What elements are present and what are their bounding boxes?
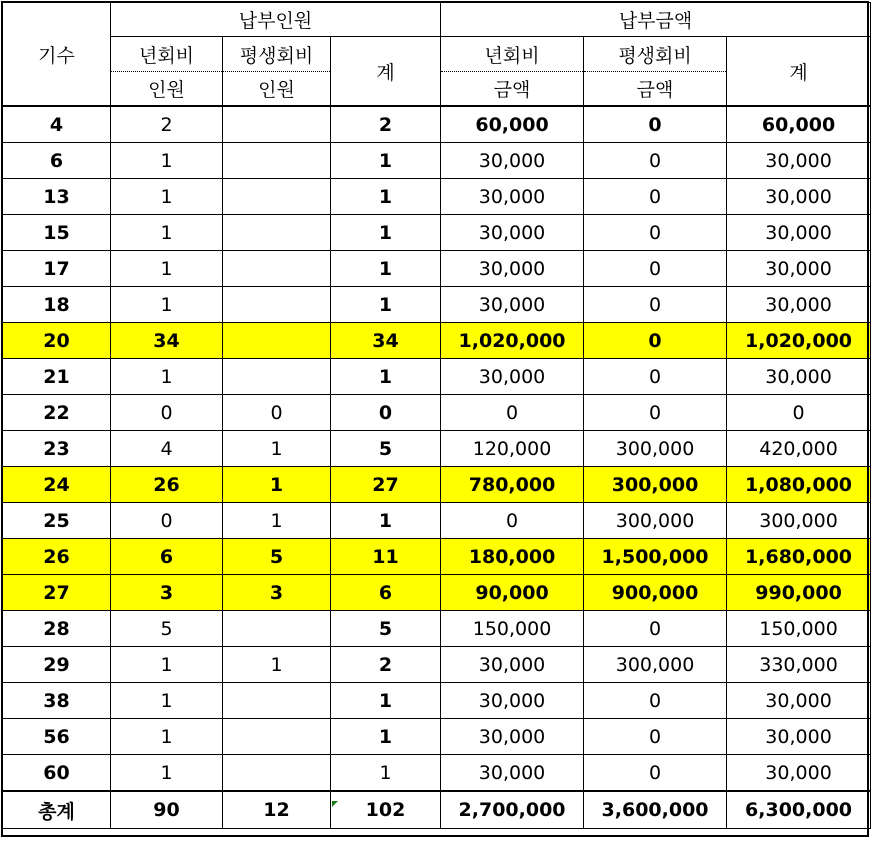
- cell-total-amount[interactable]: 300,000: [727, 503, 871, 539]
- cell-lifetime-amount[interactable]: 0: [584, 323, 727, 359]
- cell-annual-amount[interactable]: 150,000: [441, 611, 584, 647]
- cell-lifetime-amount[interactable]: 300,000: [584, 431, 727, 467]
- cell-lifetime-people[interactable]: 1: [223, 647, 331, 683]
- cell-total-amount[interactable]: 30,000: [727, 287, 871, 323]
- table-row: [3, 467, 871, 503]
- cell-annual-amount[interactable]: 120,000: [441, 431, 584, 467]
- cell-lifetime-people[interactable]: [223, 143, 331, 179]
- cell-annual-people[interactable]: 0: [111, 503, 223, 539]
- cell-annual-amount[interactable]: 0: [441, 503, 584, 539]
- cell-annual-amount[interactable]: 30,000: [441, 755, 584, 792]
- cell-annual-people[interactable]: 1: [111, 647, 223, 683]
- cell-annual-amount[interactable]: 30,000: [441, 719, 584, 755]
- cell-total-amount[interactable]: 990,000: [727, 575, 871, 611]
- cell-total-people[interactable]: 0: [331, 395, 441, 431]
- cell-gisu[interactable]: 20: [3, 323, 111, 359]
- cell-annual-people[interactable]: 1: [111, 251, 223, 287]
- cell-lifetime-people[interactable]: [223, 683, 331, 719]
- totals-lifetime-amount[interactable]: 3,600,000: [584, 791, 727, 829]
- cell-total-amount[interactable]: 0: [727, 395, 871, 431]
- cell-total-people[interactable]: 1: [331, 755, 441, 792]
- cell-annual-amount[interactable]: 90,000: [441, 575, 584, 611]
- cell-annual-people[interactable]: 1: [111, 179, 223, 215]
- cell-gisu[interactable]: 24: [3, 467, 111, 503]
- cell-lifetime-people[interactable]: 1: [223, 467, 331, 503]
- cell-annual-amount[interactable]: 30,000: [441, 251, 584, 287]
- header-total-people[interactable]: 계: [331, 37, 441, 107]
- cell-total-amount[interactable]: 30,000: [727, 683, 871, 719]
- cell-lifetime-amount[interactable]: 0: [584, 143, 727, 179]
- cell-total-amount[interactable]: 30,000: [727, 359, 871, 395]
- header-group-amount[interactable]: 납부금액: [441, 3, 871, 37]
- cell-lifetime-amount[interactable]: 0: [584, 106, 727, 143]
- header-lifetime-amount-l2[interactable]: 금액: [584, 72, 727, 107]
- cell-gisu[interactable]: 23: [3, 431, 111, 467]
- cell-total-people[interactable]: 1: [331, 683, 441, 719]
- cell-lifetime-amount[interactable]: 0: [584, 719, 727, 755]
- cell-lifetime-people[interactable]: [223, 359, 331, 395]
- header-annual-people-l1[interactable]: 년회비: [111, 37, 223, 72]
- cell-lifetime-people[interactable]: [223, 611, 331, 647]
- cell-lifetime-amount[interactable]: 0: [584, 287, 727, 323]
- header-lifetime-amount-l1[interactable]: 평생회비: [584, 37, 727, 72]
- cell-total-people[interactable]: 34: [331, 323, 441, 359]
- cell-lifetime-amount[interactable]: 0: [584, 359, 727, 395]
- cell-gisu[interactable]: 6: [3, 143, 111, 179]
- header-group-people[interactable]: 납부인원: [111, 3, 441, 37]
- cell-annual-amount[interactable]: 30,000: [441, 683, 584, 719]
- cell-gisu[interactable]: 4: [3, 106, 111, 143]
- comment-indicator-icon: [332, 801, 338, 807]
- cell-lifetime-people[interactable]: 5: [223, 539, 331, 575]
- cell-total-people[interactable]: 1: [331, 719, 441, 755]
- cell-gisu[interactable]: 18: [3, 287, 111, 323]
- cell-annual-amount[interactable]: 30,000: [441, 179, 584, 215]
- cell-total-people[interactable]: 1: [331, 359, 441, 395]
- cell-annual-people[interactable]: 1: [111, 359, 223, 395]
- totals-lifetime-people[interactable]: 12: [223, 791, 331, 829]
- cell-total-people[interactable]: 2: [331, 647, 441, 683]
- cell-annual-amount[interactable]: 0: [441, 395, 584, 431]
- cell-total-amount[interactable]: 420,000: [727, 431, 871, 467]
- cell-total-amount[interactable]: 60,000: [727, 106, 871, 143]
- cell-gisu[interactable]: 21: [3, 359, 111, 395]
- cell-lifetime-amount[interactable]: 0: [584, 683, 727, 719]
- cell-annual-amount[interactable]: 30,000: [441, 359, 584, 395]
- cell-lifetime-people[interactable]: [223, 755, 331, 792]
- cell-total-amount[interactable]: 30,000: [727, 179, 871, 215]
- cell-gisu[interactable]: 22: [3, 395, 111, 431]
- cell-total-amount[interactable]: 330,000: [727, 647, 871, 683]
- table-footer: [3, 791, 871, 829]
- table-row: [3, 611, 871, 647]
- cell-annual-people[interactable]: 2: [111, 106, 223, 143]
- cell-annual-amount[interactable]: 30,000: [441, 287, 584, 323]
- table-row: [3, 179, 871, 215]
- cell-gisu[interactable]: 60: [3, 755, 111, 792]
- header-annual-amount-l1[interactable]: 년회비: [441, 37, 584, 72]
- cell-total-people[interactable]: 1: [331, 251, 441, 287]
- cell-total-people[interactable]: 6: [331, 575, 441, 611]
- cell-lifetime-amount[interactable]: 1,500,000: [584, 539, 727, 575]
- cell-annual-people[interactable]: 1: [111, 143, 223, 179]
- totals-label[interactable]: 총계: [3, 791, 111, 829]
- table-row: [3, 755, 871, 792]
- cell-total-amount[interactable]: 1,680,000: [727, 539, 871, 575]
- cell-lifetime-amount[interactable]: 0: [584, 251, 727, 287]
- header-annual-people-l2[interactable]: 인원: [111, 72, 223, 107]
- table-row: [3, 503, 871, 539]
- cell-total-amount[interactable]: 30,000: [727, 719, 871, 755]
- header-total-amount[interactable]: 계: [727, 37, 871, 107]
- cell-lifetime-amount[interactable]: 0: [584, 395, 727, 431]
- cell-lifetime-people[interactable]: [223, 179, 331, 215]
- cell-annual-amount[interactable]: 30,000: [441, 143, 584, 179]
- cell-gisu[interactable]: 13: [3, 179, 111, 215]
- cell-lifetime-people[interactable]: 0: [223, 395, 331, 431]
- cell-total-amount[interactable]: 30,000: [727, 251, 871, 287]
- table-row: [3, 251, 871, 287]
- contribution-table: [2, 2, 871, 829]
- cell-annual-amount[interactable]: 30,000: [441, 215, 584, 251]
- cell-total-amount[interactable]: 30,000: [727, 143, 871, 179]
- cell-lifetime-people[interactable]: 1: [223, 503, 331, 539]
- cell-total-people[interactable]: 11: [331, 539, 441, 575]
- cell-total-people[interactable]: 1: [331, 287, 441, 323]
- cell-lifetime-people[interactable]: [223, 106, 331, 143]
- cell-annual-people[interactable]: 5: [111, 611, 223, 647]
- cell-total-people[interactable]: 1: [331, 215, 441, 251]
- cell-lifetime-amount[interactable]: 0: [584, 755, 727, 792]
- cell-lifetime-amount[interactable]: 0: [584, 179, 727, 215]
- totals-annual-amount[interactable]: 2,700,000: [441, 791, 584, 829]
- cell-annual-people[interactable]: 6: [111, 539, 223, 575]
- table-body: [3, 106, 871, 791]
- table-row: [3, 575, 871, 611]
- cell-lifetime-amount[interactable]: 300,000: [584, 467, 727, 503]
- cell-lifetime-amount[interactable]: 0: [584, 215, 727, 251]
- cell-lifetime-amount[interactable]: 900,000: [584, 575, 727, 611]
- table-row: [3, 719, 871, 755]
- cell-gisu[interactable]: 27: [3, 575, 111, 611]
- cell-annual-people[interactable]: 3: [111, 575, 223, 611]
- cell-annual-amount[interactable]: 1,020,000: [441, 323, 584, 359]
- totals-total-amount[interactable]: 6,300,000: [727, 791, 871, 829]
- cell-total-amount[interactable]: 30,000: [727, 215, 871, 251]
- table-row: [3, 106, 871, 143]
- cell-lifetime-people[interactable]: [223, 251, 331, 287]
- table-row: [3, 539, 871, 575]
- cell-total-people[interactable]: 2: [331, 106, 441, 143]
- table-row: [3, 647, 871, 683]
- cell-annual-people[interactable]: 34: [111, 323, 223, 359]
- header-gisu[interactable]: 기수: [3, 3, 111, 107]
- cell-lifetime-people[interactable]: [223, 719, 331, 755]
- table-row: [3, 215, 871, 251]
- cell-gisu[interactable]: 17: [3, 251, 111, 287]
- cell-total-people[interactable]: 27: [331, 467, 441, 503]
- cell-total-people[interactable]: 5: [331, 611, 441, 647]
- cell-gisu[interactable]: 15: [3, 215, 111, 251]
- cell-gisu[interactable]: 28: [3, 611, 111, 647]
- cell-annual-amount[interactable]: 30,000: [441, 647, 584, 683]
- cell-total-amount[interactable]: 1,080,000: [727, 467, 871, 503]
- header-lifetime-people-l2[interactable]: 인원: [223, 72, 331, 107]
- cell-annual-amount[interactable]: 60,000: [441, 106, 584, 143]
- cell-lifetime-people[interactable]: [223, 323, 331, 359]
- table-row: [3, 287, 871, 323]
- cell-total-amount[interactable]: 150,000: [727, 611, 871, 647]
- cell-total-amount[interactable]: 1,020,000: [727, 323, 871, 359]
- header-annual-amount-l2[interactable]: 금액: [441, 72, 584, 107]
- cell-total-people[interactable]: 1: [331, 143, 441, 179]
- table-row: [3, 323, 871, 359]
- cell-annual-amount[interactable]: 780,000: [441, 467, 584, 503]
- table-header: [3, 3, 871, 107]
- totals-row: [3, 791, 871, 829]
- totals-total-people[interactable]: 102: [331, 791, 441, 829]
- cell-total-people[interactable]: 1: [331, 503, 441, 539]
- cell-annual-people[interactable]: 1: [111, 287, 223, 323]
- cell-total-people[interactable]: 1: [331, 179, 441, 215]
- cell-gisu[interactable]: 38: [3, 683, 111, 719]
- cell-lifetime-amount[interactable]: 300,000: [584, 647, 727, 683]
- cell-annual-people[interactable]: 0: [111, 395, 223, 431]
- cell-total-amount[interactable]: 30,000: [727, 755, 871, 792]
- header-lifetime-people-l1[interactable]: 평생회비: [223, 37, 331, 72]
- cell-annual-amount[interactable]: 180,000: [441, 539, 584, 575]
- cell-gisu[interactable]: 56: [3, 719, 111, 755]
- table-row: [3, 143, 871, 179]
- cell-lifetime-amount[interactable]: 300,000: [584, 503, 727, 539]
- cell-annual-people[interactable]: 1: [111, 215, 223, 251]
- totals-annual-people[interactable]: 90: [111, 791, 223, 829]
- cell-lifetime-amount[interactable]: 0: [584, 611, 727, 647]
- table-row: [3, 359, 871, 395]
- cell-gisu[interactable]: 25: [3, 503, 111, 539]
- cell-annual-people[interactable]: 1: [111, 755, 223, 792]
- cell-annual-people[interactable]: 4: [111, 431, 223, 467]
- cell-lifetime-people[interactable]: [223, 215, 331, 251]
- table-row: [3, 395, 871, 431]
- cell-gisu[interactable]: 29: [3, 647, 111, 683]
- cell-lifetime-people[interactable]: 1: [223, 431, 331, 467]
- cell-gisu[interactable]: 26: [3, 539, 111, 575]
- cell-annual-people[interactable]: 26: [111, 467, 223, 503]
- cell-annual-people[interactable]: 1: [111, 683, 223, 719]
- cell-annual-people[interactable]: 1: [111, 719, 223, 755]
- table-row: [3, 431, 871, 467]
- table-row: [3, 683, 871, 719]
- cell-total-people[interactable]: 5: [331, 431, 441, 467]
- cell-lifetime-people[interactable]: [223, 287, 331, 323]
- cell-lifetime-people[interactable]: 3: [223, 575, 331, 611]
